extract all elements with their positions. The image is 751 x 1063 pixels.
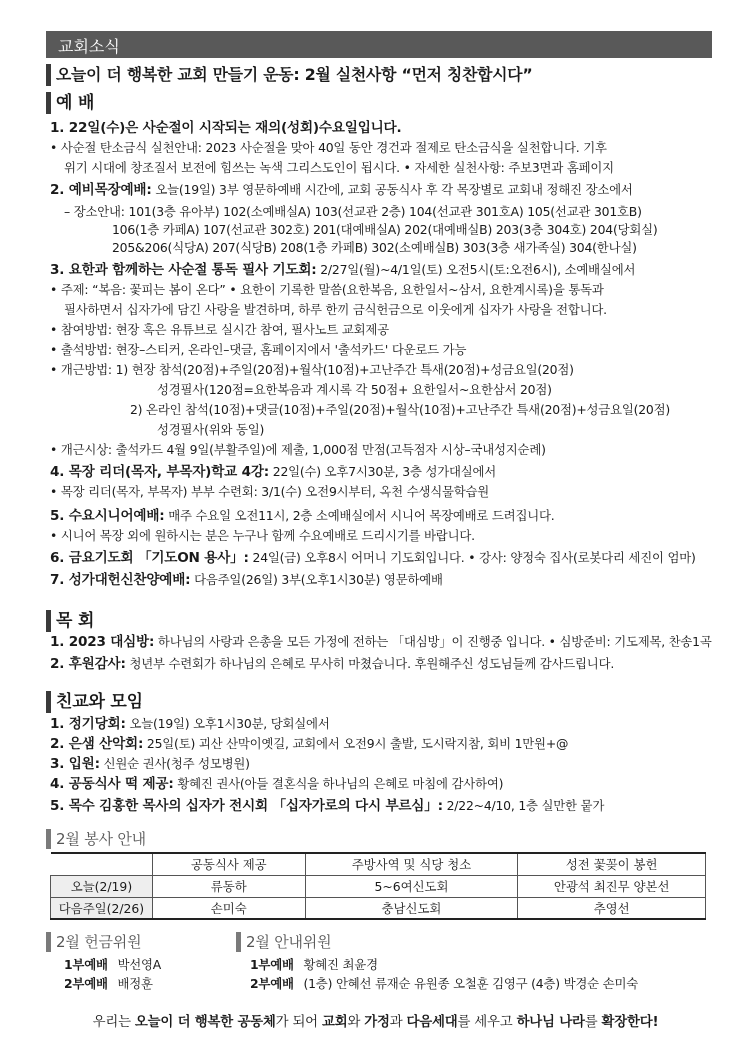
item-text: 다음주일(26일) 3부(오후1시30분) 영문하예배 (190, 572, 443, 587)
item-label: 1. 22일(수)은 사순절이 시작되는 재의(성회)수요일입니다. (50, 120, 402, 136)
header-band-title: 교회소식 (58, 37, 120, 56)
item-label: 6. 금요기도회 「기도ON 용사」: (50, 550, 249, 566)
numbered-item (50, 775, 503, 793)
table-cell: 안광석 최진무 양본선 (518, 875, 706, 897)
offering-row (64, 956, 161, 973)
item-text: 24일(금) 오후8시 어머니 기도회입니다. • 강사: 양정숙 집사(로봇다리 세진이 엄마) (248, 550, 696, 565)
item-text: • 사순절 탄소금식 실천안내: 2023 사순절을 맞아 40일 동안 경건과 절제로 탄소금식을 실천합니다. 기후 (50, 140, 607, 155)
item-text: • 개근시상: 출석카드 4월 9일(부활주일)에 제출, 1,000점 만점(고득점자 시상–국내성지순례) (50, 442, 546, 457)
footer-segment: 교회 (321, 1015, 348, 1030)
footer-segment: 과 (389, 1015, 407, 1030)
item-detail-line (50, 483, 489, 500)
footer-segment: 확장한다! (601, 1015, 659, 1030)
usher-row-names: 황혜진 최윤경 (303, 957, 378, 972)
service-table (50, 852, 706, 920)
theme-section-bar (46, 64, 51, 86)
item-detail-line (50, 281, 604, 298)
table-row (51, 875, 706, 897)
item-detail-line (50, 139, 607, 156)
item-label: 2. 은샘 산악회: (50, 736, 144, 752)
footer-segment: 와 (347, 1015, 365, 1030)
item-text: 2/27일(월)~4/1일(토) 오전5시(토:오전6시), 소예배실에서 (316, 262, 636, 277)
item-label: 3. 입원: (50, 756, 100, 772)
offering-row-names: 박선영A (117, 957, 162, 972)
table-cell: 손미숙 (152, 897, 305, 919)
item-detail-line (157, 381, 552, 398)
header-band (46, 31, 712, 58)
offering-row-names: 배정훈 (117, 976, 153, 991)
item-detail-line (112, 239, 637, 256)
worship-section-bar (46, 92, 51, 114)
table-header-cell: 공동식사 제공 (152, 853, 305, 875)
numbered-item (50, 507, 555, 525)
item-detail-line (64, 159, 614, 176)
numbered-item (50, 261, 635, 279)
item-text: • 출석방법: 현장–스티커, 온라인–댓글, 홈페이지에서 '출석카드' 다운로드 가능 (50, 342, 467, 357)
item-text: 106(1층 카페A) 107(선교관 302호) 201(대예배실A) 202(대예배실B) 203(3층 304호) 204(당회실) (112, 222, 658, 237)
footer-segment: 가정 (364, 1015, 390, 1030)
item-text: 22일(수) 오후7시30분, 3층 성가대실에서 (269, 464, 497, 479)
mokhoe-title: 목 회 (56, 611, 95, 631)
item-label: 4. 공동식사 떡 제공: (50, 776, 174, 792)
worship-title: 예 배 (56, 93, 95, 113)
item-text: 매주 수요일 오전11시, 2층 소예배실에서 시니어 목장예배로 드려집니다. (164, 508, 555, 523)
item-detail-line (50, 321, 389, 338)
item-text: • 참여방법: 현장 혹은 유튜브로 실시간 참여, 필사노트 교회제공 (50, 322, 389, 337)
usher-row-label: 1부예배 (250, 957, 294, 972)
offering-row-label: 2부예배 (64, 976, 108, 991)
numbered-item (50, 181, 633, 199)
item-detail-line (50, 527, 475, 544)
footer-slogan (0, 1014, 751, 1031)
item-label: 2. 후원감사: (50, 656, 126, 672)
footer-segment: 다음세대 (406, 1015, 458, 1030)
table-header-cell (51, 853, 153, 875)
usher-title: 2월 안내위원 (246, 933, 332, 951)
item-text: 25일(토) 괴산 산막이옛길, 교회에서 오전9시 출발, 도시락지참, 회비 1만원+@ (143, 736, 569, 751)
item-detail-line (64, 301, 607, 318)
item-detail-line (50, 441, 546, 458)
item-detail-line (50, 341, 466, 358)
item-text: – 장소안내: 101(3층 유아부) 102(소예배실A) 103(선교관 2층) 104(선교관 301호A) 105(선교관 301호B) (64, 204, 642, 219)
footer-segment: 하나님 나라 (516, 1015, 585, 1030)
footer-segment: 를 세우고 (457, 1015, 517, 1030)
numbered-item (50, 715, 330, 733)
table-cell: 추영선 (518, 897, 706, 919)
item-detail-line (50, 361, 574, 378)
item-label: 5. 목수 김홍한 목사의 십자가 전시회 「십자가로의 다시 부르심」: (50, 798, 443, 814)
offering-title: 2월 헌금위원 (56, 933, 142, 951)
item-label: 1. 정기당회: (50, 716, 126, 732)
table-cell: 5~6여신도회 (305, 875, 518, 897)
mokhoe-section-bar (46, 610, 51, 632)
table-header-cell: 성전 꽃꽂이 봉헌 (518, 853, 706, 875)
usher-section-bar (236, 932, 241, 952)
item-text: 성경필사(위와 동일) (157, 422, 265, 437)
table-row-header: 오늘(2/19) (51, 875, 153, 897)
numbered-item (50, 755, 250, 773)
footer-segment: 를 (584, 1015, 602, 1030)
numbered-item (50, 633, 712, 651)
numbered-item (50, 571, 443, 589)
theme-line: 오늘이 더 행복한 교회 만들기 운동: 2월 실천사항 “먼저 칭찬합시다” (56, 65, 533, 84)
item-text: 신원순 권사(청주 성모병원) (99, 756, 250, 771)
numbered-item (50, 549, 696, 567)
service-title: 2월 봉사 안내 (56, 830, 146, 848)
item-text: 오늘(19일) 3부 영문하예배 시간에, 교회 공동식사 후 각 목장별로 교회내 정해진 장소에서 (151, 182, 633, 197)
item-detail-line (112, 221, 658, 238)
item-text: • 목장 리더(목자, 부목자) 부부 수련회: 3/1(수) 오전9시부터, 옥천 수생식물학습원 (50, 484, 490, 499)
footer-segment: 우리는 (92, 1015, 135, 1030)
usher-row (250, 975, 638, 992)
item-text: 황혜진 권사(아들 결혼식을 하나님의 은혜로 마침에 감사하여) (173, 776, 504, 791)
fellowship-section-bar (46, 691, 51, 713)
footer-segment: 가 되어 (275, 1015, 322, 1030)
numbered-item (50, 655, 614, 673)
numbered-item (50, 735, 568, 753)
item-text: 2) 온라인 참석(10점)+댓글(10점)+주일(20점)+월삭(10점)+고난주간 특새(20점)+성금요일(20점) (130, 402, 671, 417)
table-header-cell: 주방사역 및 식당 청소 (305, 853, 518, 875)
offering-row-label: 1부예배 (64, 957, 108, 972)
item-label: 4. 목장 리더(목자, 부목자)학교 4강: (50, 464, 270, 480)
item-text: 205&206(식당A) 207(식당B) 208(1층 카페B) 302(소예배실B) 303(3층 새가족실) 304(한나실) (112, 240, 637, 255)
item-text: 성경필사(120점=요한복음과 계시록 각 50점+ 요한일서~요한삼서 20점) (157, 382, 552, 397)
item-text: 2/22~4/10, 1층 실만한 뭍가 (442, 798, 605, 813)
item-label: 3. 요한과 함께하는 사순절 통독 필사 기도회: (50, 262, 317, 278)
table-cell: 충남신도회 (305, 897, 518, 919)
usher-row (250, 956, 378, 973)
offering-row (64, 975, 153, 992)
footer-segment: 오늘이 더 행복한 공동체 (134, 1015, 276, 1030)
numbered-item (50, 797, 604, 815)
item-text: 오늘(19일) 오후1시30분, 당회실에서 (125, 716, 330, 731)
table-row (51, 897, 706, 919)
item-text: 청년부 수련회가 하나님의 은혜로 무사히 마쳤습니다. 후원해주신 성도님들께 감사드립니다. (125, 656, 615, 671)
service-section-bar (46, 829, 51, 849)
numbered-item (50, 119, 401, 137)
item-detail-line (157, 421, 264, 438)
item-text: • 시니어 목장 외에 원하시는 분은 누구나 함께 수요예배로 드리시기를 바랍니다. (50, 528, 475, 543)
offering-section-bar (46, 932, 51, 952)
item-detail-line (130, 401, 670, 418)
item-detail-line (64, 203, 642, 220)
item-label: 5. 수요시니어예배: (50, 508, 165, 524)
item-text: 위기 시대에 창조질서 보전에 힘쓰는 녹색 그리스도인이 됩시다. • 자세한 실천사항: 주보3면과 홈페이지 (64, 160, 614, 175)
numbered-item (50, 463, 496, 481)
item-text: 필사하면서 십자가에 담긴 사랑을 발견하며, 하루 한끼 금식헌금으로 이웃에게 십자가 사랑을 전합니다. (64, 302, 607, 317)
table-row-header: 다음주일(2/26) (51, 897, 153, 919)
fellowship-title: 친교와 모임 (56, 692, 143, 712)
usher-row-names: (1층) 안혜선 류재순 유원종 오철훈 김영구 (4층) 박경순 손미숙 (303, 976, 638, 991)
usher-row-label: 2부예배 (250, 976, 294, 991)
item-label: 7. 성가대헌신찬양예배: (50, 572, 191, 588)
table-cell: 류동하 (152, 875, 305, 897)
item-text: 하나님의 사랑과 은총을 모든 가정에 전하는 「대심방」이 진행중 입니다. • 심방준비: 기도제목, 찬송1곡 (154, 634, 712, 649)
item-text: • 주제: “복음: 꽃피는 봄이 온다” • 요한이 기록한 말씀(요한복음, 요한일서~삼서, 요한계시록)을 통독과 (50, 282, 604, 297)
item-label: 1. 2023 대심방: (50, 634, 155, 650)
item-label: 2. 예비목장예배: (50, 182, 152, 198)
table-header-row (51, 853, 706, 875)
item-text: • 개근방법: 1) 현장 참석(20점)+주일(20점)+월삭(10점)+고난주간 특새(20점)+성금요일(20점) (50, 362, 574, 377)
